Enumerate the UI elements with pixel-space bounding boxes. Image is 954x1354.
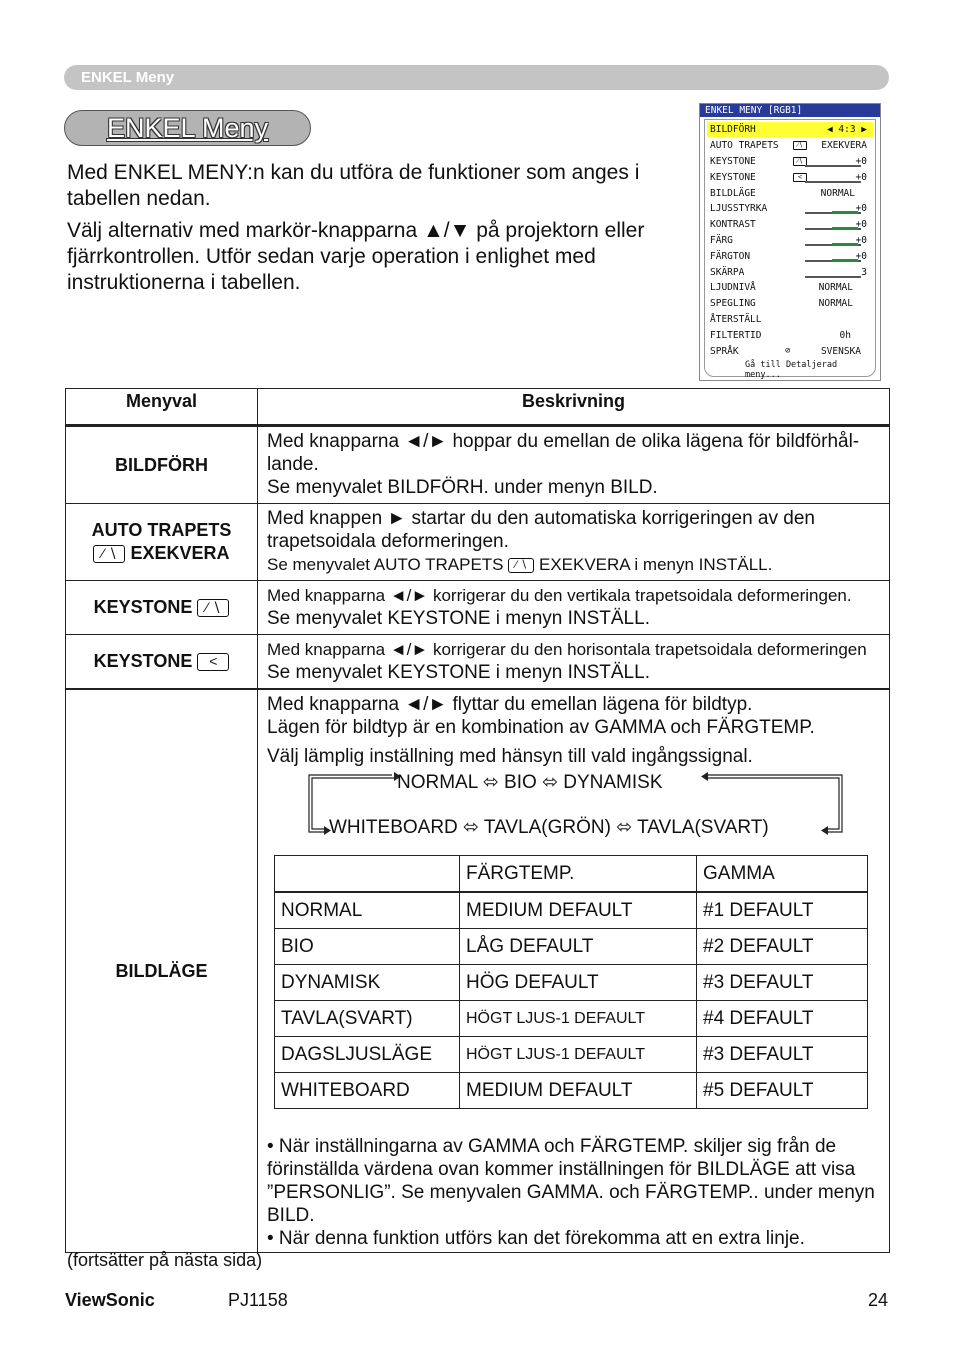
cycle-top-label: NORMAL ⬄ BIO ⬄ DYNAMISK bbox=[397, 772, 663, 793]
row-description: Med knapparna ◄/► flyttar du emellan lägena för bildtyp. Lägen för bildtyp är en kombination av GAMMA och FÄRGTEMP. Välj lämplig inställning med hänsyn till vald ingångssignal. NORMAL ⬄ BIO ⬄ DYNAMISK WHITEBOARD ⬄ TAVLA(GRÖN) ⬄ TAVLA(SVART) FÄRGTEMP. GAMMA NORMAL MEDIUM DEFAULT #1 DEFAULT BIO LÅG DEFAULT #2 DEFAULT DYNAMISK HÖG DEFAULT #3 DEFAULT TAVLA(SVART) HÖGT LJUS-1 DEFAULT #4 DEFAULT DAGSLJUSLÄGE HÖGT LJUS-1 DEFAULT #3 DEFAULT WHITEBOARD MEDIUM DEFAULT #5 DEFAULT • När inställningarna av GAMMA och FÄRGTEMP. skiljer sig från de förinställda värdena ovan kommer inställningen för BILDLÄGE att visa ”PERSONLIG”. Se menyvalen GAMMA. och FÄRGTEMP.. under menyn BILD. • När denna funktion utförs kan det förekomma att en extra linje. bbox=[258, 689, 890, 1253]
language-globe-icon: ⊘ bbox=[785, 346, 791, 356]
table-row bbox=[66, 504, 890, 581]
table-row: DYNAMISK HÖG DEFAULT #3 DEFAULT bbox=[275, 965, 868, 1001]
osd-row: LJUSSTYRKA +0 bbox=[710, 203, 867, 214]
osd-row: BILDFÖRH ◀ 4:3 ▶ bbox=[707, 122, 873, 137]
section-header-label: ENKEL Meny bbox=[81, 69, 175, 86]
row-description: Med knapparna ◄/► korrigerar du den horisontala trapetsoidala deformeringen Se menyvalet KEYSTONE i menyn INSTÄLL. bbox=[258, 635, 890, 690]
row-label: KEYSTONE ⁄ ∖ bbox=[66, 581, 258, 635]
table-header-row bbox=[66, 389, 890, 426]
table-row: DAGSLJUSLÄGE HÖGT LJUS-1 DEFAULT #3 DEFAULT bbox=[275, 1037, 868, 1073]
osd-row: LJUDNIVÅ NORMAL bbox=[710, 282, 853, 293]
row-description: Med knappen ► startar du den automatiska korrigeringen av den trapetsoidala deformeringen. Se menyvalet AUTO TRAPETS ⁄ ∖ EXEKVERA i menyn INSTÄLL. bbox=[258, 504, 890, 581]
table-row: WHITEBOARD MEDIUM DEFAULT #5 DEFAULT bbox=[275, 1073, 868, 1109]
row-label: BILDLÄGE bbox=[66, 689, 258, 1253]
osd-row: FÄRG +0 bbox=[710, 235, 867, 246]
table-row bbox=[66, 581, 890, 635]
column-header-menyval: Menyval bbox=[66, 389, 258, 426]
mode-cycle-diagram bbox=[267, 771, 881, 841]
table-row bbox=[66, 689, 890, 1253]
table-row: TAVLA(SVART) HÖGT LJUS-1 DEFAULT #4 DEFAULT bbox=[275, 1001, 868, 1037]
osd-row: FÄRGTON +0 bbox=[710, 251, 867, 262]
intro-paragraph-1: Med ENKEL MENY:n kan du utföra de funktioner som anges i tabellen nedan. bbox=[67, 161, 640, 210]
continued-note: (fortsätter på nästa sida) bbox=[67, 1250, 263, 1270]
table-row bbox=[66, 426, 890, 504]
column-header-beskrivning: Beskrivning bbox=[258, 389, 890, 426]
osd-footer-link: Gå till Detaljerad meny... bbox=[745, 360, 838, 380]
row-description: Med knapparna ◄/► korrigerar du den vertikala trapetsoidala deformeringen. Se menyvalet KEYSTONE i menyn INSTÄLL. bbox=[258, 581, 890, 635]
osd-row: KEYSTONE ⁄∖ +0 bbox=[710, 156, 867, 167]
row-description: Med knapparna ◄/► hoppar du emellan de olika lägena för bildförhål-lande. Se menyvalet BILDFÖRH. under menyn BILD. bbox=[258, 426, 890, 504]
keystone-vertical-icon: ⁄ ∖ bbox=[508, 558, 534, 573]
section-header-bar bbox=[64, 65, 889, 90]
osd-row: KEYSTONE < +0 bbox=[710, 172, 867, 183]
row-label: BILDFÖRH bbox=[66, 426, 258, 504]
osd-title: ENKEL MENY [RGB1] bbox=[700, 104, 880, 117]
osd-menu-screenshot bbox=[699, 103, 881, 381]
osd-menu-list bbox=[704, 119, 876, 380]
table-row: NORMAL MEDIUM DEFAULT #1 DEFAULT bbox=[275, 892, 868, 929]
keystone-horizontal-icon: < bbox=[793, 173, 807, 182]
menu-table bbox=[65, 388, 890, 1253]
osd-row: SPRÅK ⊘ SVENSKA bbox=[710, 346, 861, 357]
page-title-pill bbox=[64, 110, 311, 146]
osd-row: BILDLÄGE NORMAL bbox=[710, 188, 855, 199]
table-row bbox=[66, 635, 890, 690]
row-label: KEYSTONE < bbox=[66, 635, 258, 690]
intro-paragraph-2: Välj alternativ med markör-knapparna ▲/▼ på projektorn eller fjärrkontrollen. Utför sedan varje operation i enlighet med instruktionerna i tabellen. bbox=[67, 219, 645, 294]
osd-row: ÅTERSTÄLL bbox=[710, 314, 762, 325]
row-label: AUTO TRAPETS ⁄ ∖ EXEKVERA bbox=[66, 504, 258, 581]
footer-brand: ViewSonic bbox=[65, 1290, 155, 1310]
osd-row: AUTO TRAPETS ⁄∖ EXEKVERA bbox=[710, 140, 867, 151]
table-row: FÄRGTEMP. GAMMA bbox=[275, 856, 868, 893]
keystone-vertical-icon: ⁄∖ bbox=[793, 141, 807, 150]
note-1: • När inställningarna av GAMMA och FÄRGTEMP. skiljer sig från de förinställda värdena ovan kommer inställningen för BILDLÄGE att visa ”PERSONLIG”. Se menyvalen GAMMA. och FÄRGTEMP.. under menyn BILD. bbox=[267, 1136, 875, 1226]
osd-row: KONTRAST +0 bbox=[710, 219, 867, 230]
keystone-horizontal-icon: < bbox=[197, 653, 229, 671]
osd-row: SKÄRPA 3 bbox=[710, 267, 867, 278]
table-row: BIO LÅG DEFAULT #2 DEFAULT bbox=[275, 929, 868, 965]
keystone-vertical-icon: ⁄ ∖ bbox=[93, 545, 125, 563]
footer-model: PJ1158 bbox=[228, 1290, 288, 1310]
page-number: 24 bbox=[868, 1290, 889, 1310]
osd-row: SPEGLING NORMAL bbox=[710, 298, 853, 309]
page-title: ENKEL Meny bbox=[107, 113, 269, 143]
keystone-vertical-icon: ⁄∖ bbox=[793, 157, 807, 166]
osd-row: FILTERTID 0h bbox=[710, 330, 851, 341]
keystone-vertical-icon: ⁄ ∖ bbox=[197, 599, 229, 617]
cycle-bottom-label: WHITEBOARD ⬄ TAVLA(GRÖN) ⬄ TAVLA(SVART) bbox=[329, 817, 769, 838]
note-2: • När denna funktion utförs kan det förekomma att en extra linje. bbox=[267, 1228, 805, 1249]
mode-settings-table bbox=[274, 855, 868, 1109]
